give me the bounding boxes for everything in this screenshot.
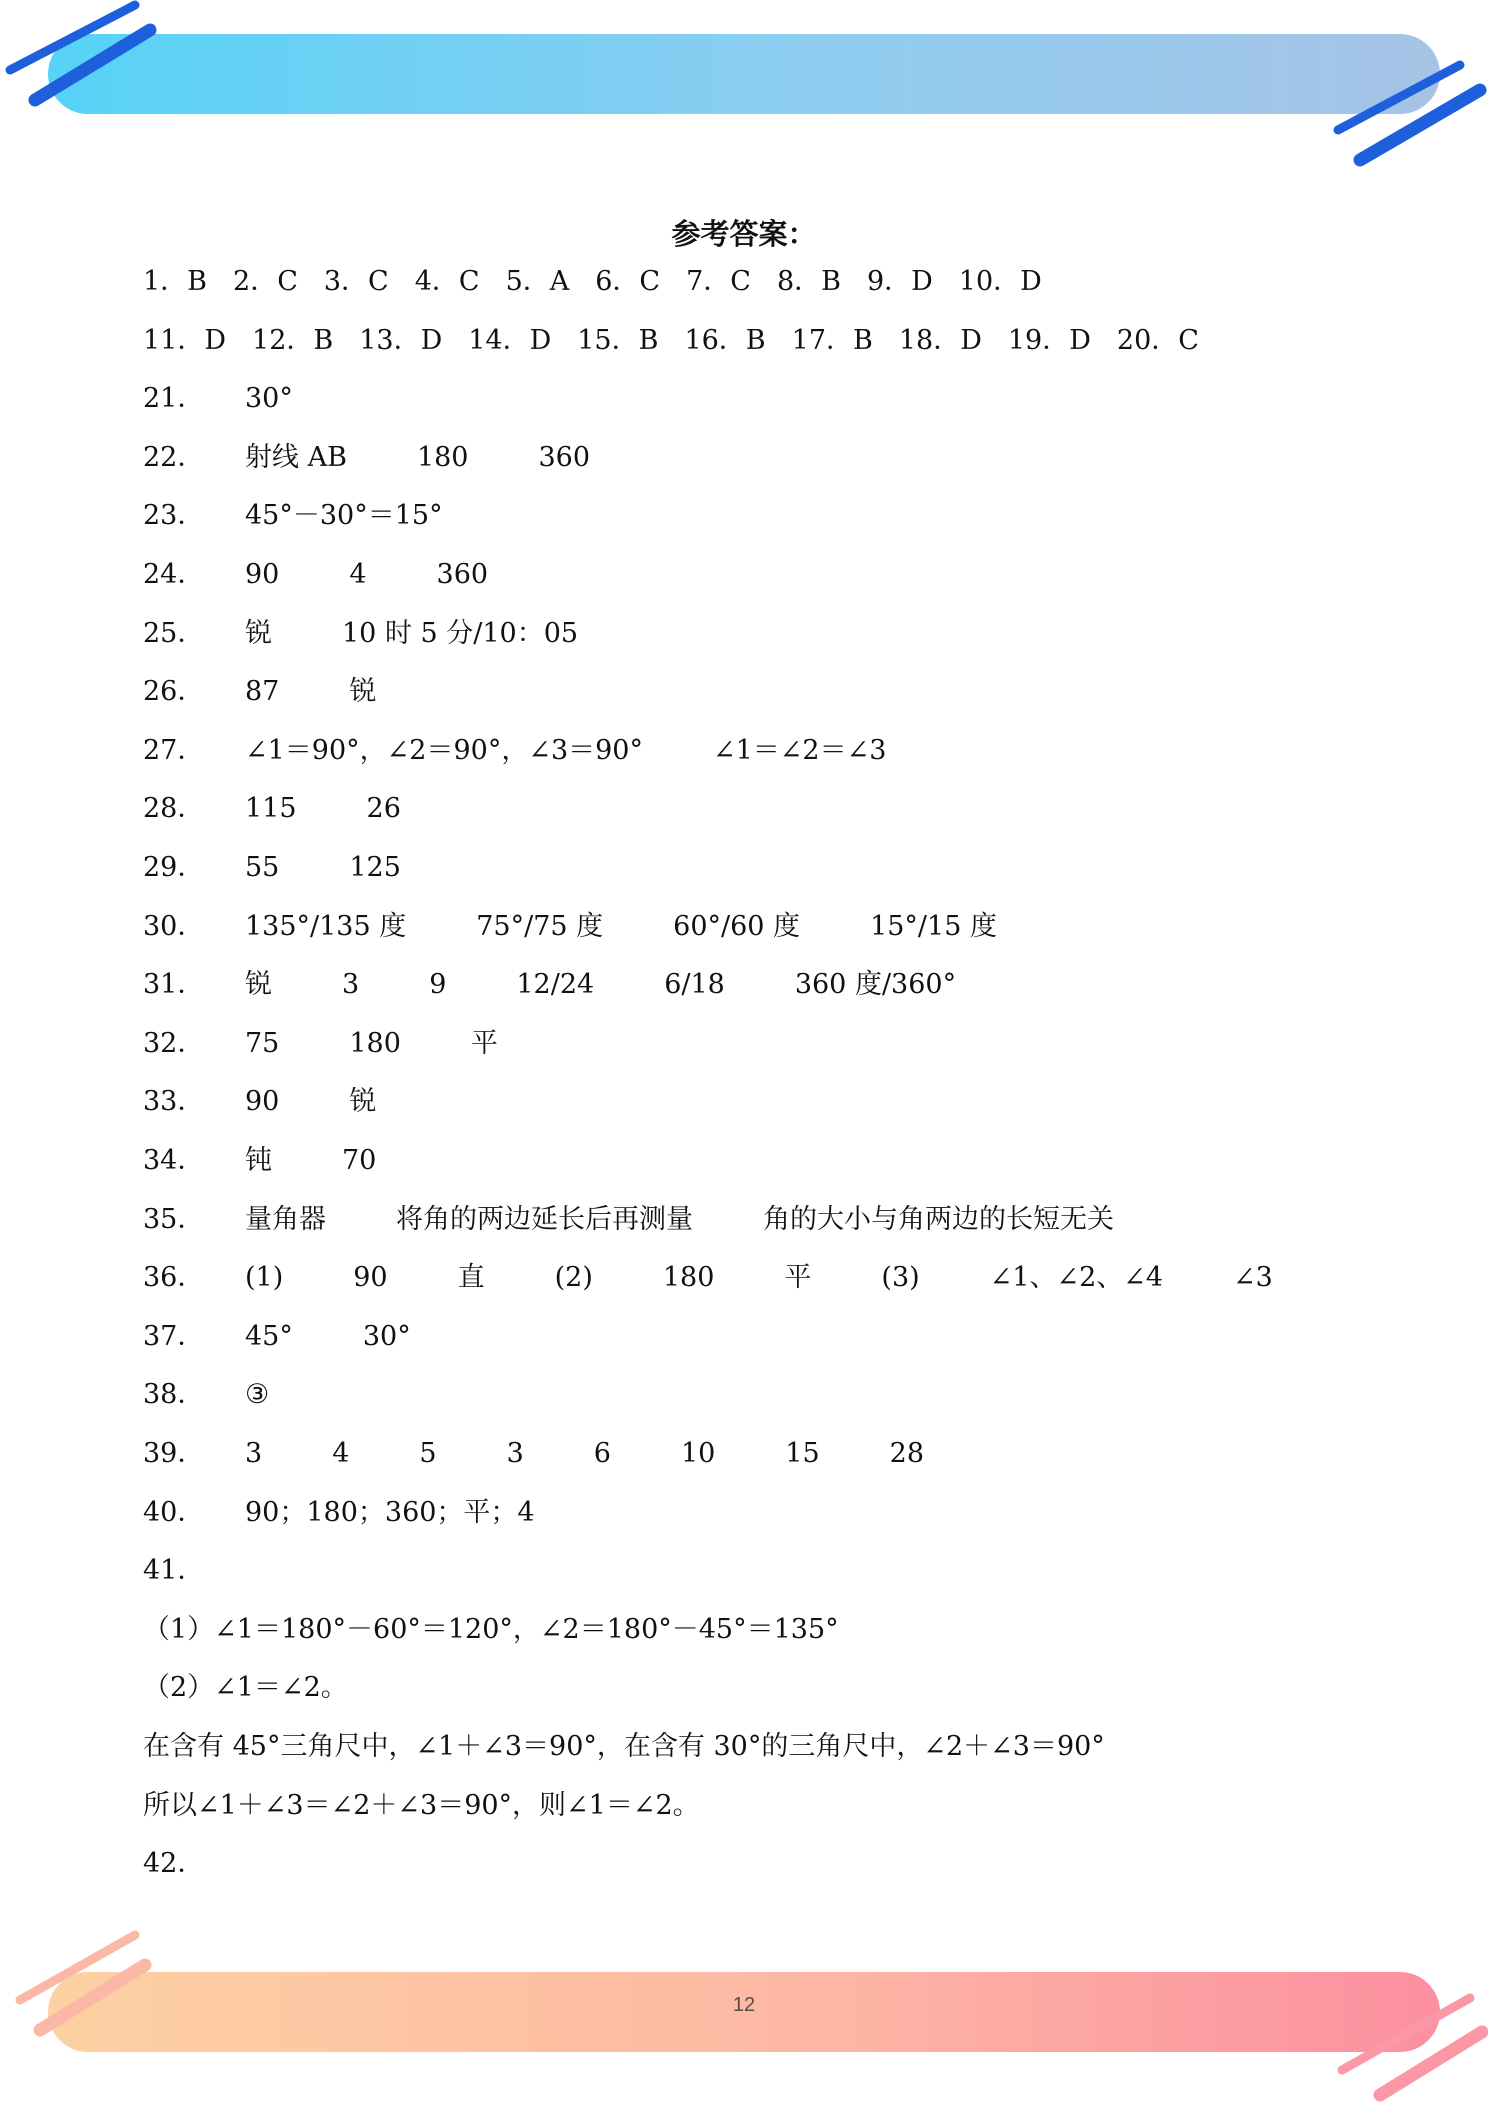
- answer-part: 115: [245, 793, 297, 825]
- answer-line: [143, 1319, 411, 1355]
- answer-line: [143, 1377, 269, 1413]
- page-title: 参考答案：: [671, 217, 817, 251]
- answer-line: [143, 1026, 498, 1062]
- answer-part: 26: [366, 793, 401, 825]
- question-number: 34．: [143, 1145, 205, 1176]
- answer-part: ∠1＝90°，∠2＝90°，∠3＝90°: [245, 734, 643, 766]
- answer-part: 180: [416, 441, 469, 473]
- mc-answer: 20．C: [1116, 324, 1199, 356]
- mc-answer: 13．D: [359, 324, 443, 356]
- answer-part: 锐: [245, 969, 272, 1001]
- answer-part: 90: [245, 1086, 280, 1118]
- answer-line: [143, 1553, 233, 1589]
- answer-line: [143, 1495, 535, 1531]
- answer-line: [143, 1143, 376, 1179]
- answer-part: 45°－30°＝15°: [245, 500, 443, 532]
- q41-text: （2）∠1＝∠2。: [143, 1672, 348, 1704]
- mc-answer: 11．D: [143, 324, 227, 356]
- answer-part: 30°: [362, 1320, 411, 1352]
- answer-part: 角的大小与角两边的长短无关: [763, 1203, 1114, 1235]
- q41-text: 在含有 45°三角尺中，∠1＋∠3＝90°，在含有 30°的三角尺中，∠2＋∠3＝90°: [143, 1731, 1105, 1762]
- answer-line: [143, 733, 886, 769]
- mc-answer: 8．B: [776, 266, 841, 297]
- question-number: 37．: [143, 1320, 205, 1352]
- answer-line: [143, 440, 590, 476]
- answer-part: 180: [349, 1027, 401, 1059]
- question-number: 25．: [143, 617, 205, 649]
- mc-row: [143, 323, 1199, 359]
- answer-part: 10: [680, 1438, 716, 1469]
- answer-line: [143, 967, 956, 1003]
- answer-part: 55: [245, 852, 280, 883]
- question-number: 38．: [143, 1379, 205, 1411]
- question-number: 26．: [143, 676, 205, 708]
- answer-part: 钝: [245, 1145, 272, 1176]
- question-number: 40．: [143, 1496, 205, 1528]
- answer-part: 75°/75 度: [476, 910, 604, 942]
- mc-answer: 17．B: [791, 324, 873, 356]
- answer-part: 5: [419, 1438, 437, 1469]
- answer-part: 45°: [245, 1320, 293, 1352]
- answer-part: 28: [889, 1438, 925, 1469]
- answer-part: 360 度/360°: [794, 969, 957, 1001]
- answer-part: 6/18: [664, 969, 725, 1001]
- mc-answer: 3．C: [323, 266, 389, 297]
- mc-answer: 12．B: [252, 324, 334, 356]
- question-number: 27．: [143, 734, 205, 766]
- answer-part: 量角器: [245, 1203, 326, 1235]
- question-number: 22．: [143, 441, 205, 473]
- header-right-stripes-icon: [1320, 50, 1488, 180]
- answer-line: [143, 1260, 1273, 1296]
- answer-part: 15°/15 度: [870, 910, 997, 942]
- mc-answer: 6．C: [595, 266, 661, 297]
- answer-line: [143, 498, 443, 534]
- mc-answer: 15．B: [577, 324, 659, 356]
- answer-line: [143, 1436, 924, 1472]
- q41-line: [143, 1670, 348, 1706]
- answer-part: 90: [245, 559, 280, 590]
- answer-part: (3): [881, 1262, 920, 1294]
- answer-line: [143, 616, 578, 652]
- answer-line: [143, 909, 997, 945]
- page-number: 12: [732, 1994, 756, 2016]
- answer-line: [143, 1084, 376, 1120]
- question-number: 41．: [143, 1555, 205, 1587]
- q41-text: （1）∠1＝180°－60°＝120°，∠2＝180°－45°＝135°: [143, 1613, 839, 1645]
- mc-answer: 7．C: [686, 266, 751, 297]
- answer-part: 平: [784, 1262, 812, 1294]
- answer-part: 直: [457, 1262, 485, 1294]
- answer-part: 90: [353, 1262, 388, 1294]
- mc-answer: 10．D: [958, 266, 1042, 297]
- answer-part: 3: [342, 969, 360, 1001]
- answer-part: 125: [349, 852, 401, 883]
- q41-line: [143, 1788, 700, 1824]
- header-left-stripes-icon: [0, 0, 170, 120]
- answer-part: 锐: [245, 617, 272, 649]
- answer-part: ∠3: [1233, 1262, 1273, 1294]
- mc-answer: 5．A: [505, 266, 570, 297]
- answer-part: 135°/135 度: [245, 910, 407, 942]
- header-band: [48, 34, 1440, 114]
- answer-line: [143, 850, 401, 886]
- answer-part: ③: [245, 1379, 270, 1411]
- question-number: 42．: [143, 1848, 205, 1880]
- question-number: 32．: [143, 1027, 205, 1059]
- answer-line: [143, 1202, 1114, 1238]
- answer-part: 3: [245, 1438, 263, 1469]
- answer-part: 平: [470, 1027, 498, 1059]
- answer-line: [143, 791, 401, 827]
- footer-left-stripes-icon: [0, 1920, 160, 2050]
- mc-answer: 14．D: [468, 324, 552, 356]
- answer-part: 锐: [349, 1086, 377, 1118]
- answer-part: 3: [506, 1438, 524, 1469]
- mc-answer: 16．B: [684, 324, 766, 356]
- answer-part: 180: [662, 1262, 715, 1294]
- answer-part: 70: [342, 1145, 377, 1176]
- answer-part: 360: [538, 441, 591, 473]
- answer-part: 射线 AB: [245, 441, 347, 473]
- question-number: 29．: [143, 852, 205, 883]
- q41-line: [143, 1729, 1105, 1765]
- q41-line: [143, 1612, 839, 1648]
- answer-part: 87: [245, 676, 280, 708]
- question-number: 30．: [143, 910, 205, 942]
- mc-answer: 9．D: [866, 266, 933, 297]
- answer-part: 4: [332, 1438, 350, 1469]
- answer-part: (2): [554, 1262, 593, 1294]
- answer-part: (1): [245, 1262, 284, 1294]
- question-number: 36．: [143, 1262, 205, 1294]
- answer-part: 60°/60 度: [673, 910, 801, 942]
- answer-part: 75: [245, 1027, 280, 1059]
- answer-part: 90；180；360；平；4: [245, 1496, 535, 1528]
- answer-part: ∠1、∠2、∠4: [989, 1262, 1164, 1294]
- question-number: 24．: [143, 559, 205, 590]
- answer-part: 将角的两边延长后再测量: [396, 1203, 693, 1235]
- mc-answer: 4．C: [414, 266, 480, 297]
- question-number: 28．: [143, 793, 205, 825]
- answer-line: [143, 1846, 204, 1882]
- answer-line: [143, 557, 488, 593]
- question-number: 39．: [143, 1438, 205, 1469]
- question-number: 31．: [143, 969, 205, 1001]
- answer-part: 10 时 5 分/10：05: [342, 617, 579, 649]
- answer-part: 360: [436, 559, 489, 590]
- answer-line: [143, 381, 293, 417]
- answer-part: 15: [785, 1438, 820, 1469]
- mc-row: [143, 264, 1042, 300]
- mc-answer: 18．D: [898, 324, 982, 356]
- question-number: 23．: [143, 500, 205, 532]
- answer-part: 锐: [349, 676, 377, 708]
- answer-line: [143, 674, 376, 710]
- q41-text: 所以∠1＋∠3＝∠2＋∠3＝90°，则∠1＝∠2。: [143, 1789, 700, 1821]
- question-number: 21．: [143, 383, 205, 415]
- question-number: 35．: [143, 1203, 205, 1235]
- answer-part: 30°: [245, 383, 293, 415]
- answer-part: 4: [349, 559, 367, 590]
- answer-part: 9: [429, 969, 447, 1001]
- answer-part: 6: [593, 1438, 611, 1469]
- question-number: 33．: [143, 1086, 205, 1118]
- answer-part: ∠1＝∠2＝∠3: [712, 734, 887, 766]
- answer-part: 12/24: [516, 969, 595, 1001]
- mc-answer: 1．B: [143, 266, 208, 297]
- mc-answer: 2．C: [233, 266, 298, 297]
- mc-answer: 19．D: [1007, 324, 1091, 356]
